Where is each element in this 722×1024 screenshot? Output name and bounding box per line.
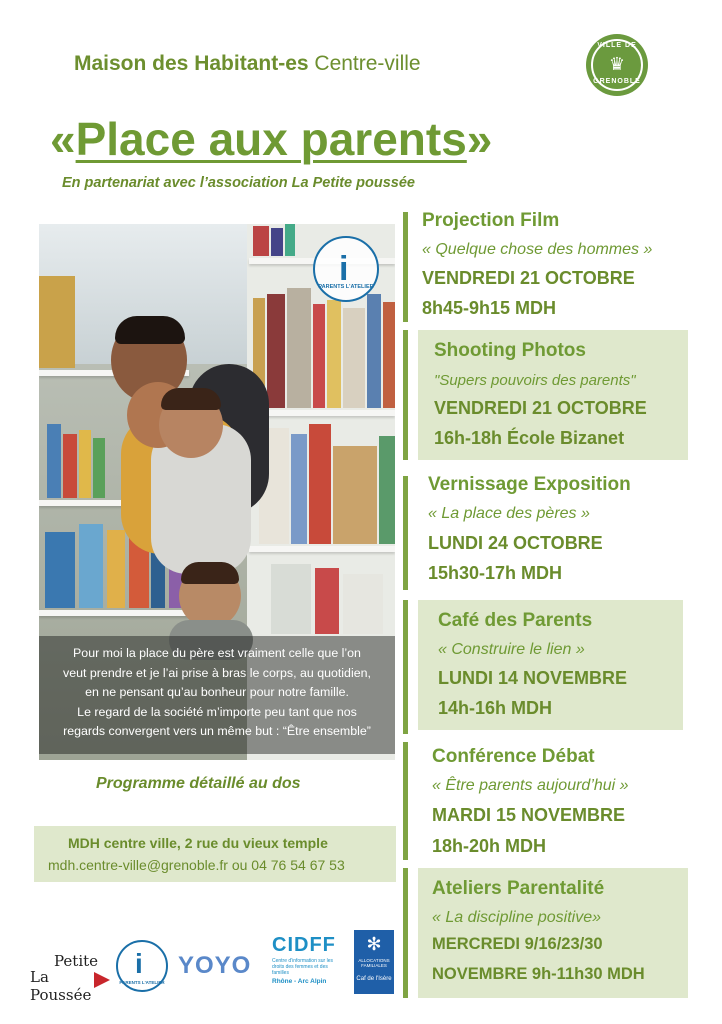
timeline-bar xyxy=(403,868,408,998)
event-subtitle: « La place des pères » xyxy=(428,505,590,522)
event-subtitle: "Supers pouvoirs des parents" xyxy=(434,372,636,389)
address-street: MDH centre ville, 2 rue du vieux temple xyxy=(68,835,328,851)
event-time: 16h-18h École Bizanet xyxy=(434,428,625,448)
caf-star-icon: ✻ xyxy=(366,934,382,954)
title-open-quote: « xyxy=(50,113,76,165)
caf-logo xyxy=(354,930,394,994)
quote-line: regards convergent vers un même but : “Être ensemble” xyxy=(63,724,371,738)
event-date: VENDREDI 21 OCTOBRE xyxy=(434,398,647,418)
logo-grenoble-top-text: VILLE DE xyxy=(597,42,637,49)
yoyo-logo: YOYO xyxy=(178,952,252,979)
event-time: 18h-20h MDH xyxy=(432,836,547,856)
la-petite-poussee-logo xyxy=(28,952,112,1004)
event-title: Vernissage Exposition xyxy=(428,474,631,495)
timeline-bar xyxy=(403,330,408,460)
ville-de-grenoble-logo xyxy=(586,34,648,96)
event-date: MARDI 15 NOVEMBRE xyxy=(432,805,626,825)
address-contact: mdh.centre-ville@grenoble.fr ou 04 76 54 67 53 xyxy=(48,857,345,873)
cidff-name: CIDFF xyxy=(272,934,336,956)
event-date: LUNDI 24 OCTOBRE xyxy=(428,533,603,553)
logo-grenoble-bottom-text: GRENOBLE xyxy=(593,78,641,85)
event-date: MERCREDI 9/16/23/30 xyxy=(432,935,603,953)
event-title: Ateliers Parentalité xyxy=(432,878,605,899)
parents-footer-logo-text: PARENTS L'ATELIER xyxy=(119,980,165,985)
event-title: Café des Parents xyxy=(438,610,593,631)
event-time: 14h-16h MDH xyxy=(438,698,553,718)
parents-atelier-logo: i PARENTS L'ATELIER xyxy=(313,236,379,302)
event-projection-film xyxy=(412,206,702,322)
lpp-logo-line1: Petite xyxy=(54,952,99,970)
organization-name-regular: Centre-ville xyxy=(308,52,421,75)
quote-line: Le regard de la société m’importe peu tant que nos xyxy=(77,704,357,719)
quote-line: veut prendre et je l’ai prise à bras le corps, au quotidien, xyxy=(63,665,371,680)
event-vernissage xyxy=(412,470,702,590)
caf-line2: Caf de l'Isère xyxy=(356,976,392,982)
event-cafe-des-parents xyxy=(418,600,683,730)
event-time: 15h30-17h MDH xyxy=(428,563,563,583)
partner-logos xyxy=(28,930,398,1004)
parents-atelier-footer-logo: i PARENTS L'ATELIER xyxy=(116,940,168,992)
crown-icon: ♛ xyxy=(608,54,626,74)
event-time: NOVEMBRE 9h-11h30 MDH xyxy=(432,965,645,983)
arrow-icon xyxy=(94,972,110,988)
parents-logo-text: PARENTS L'ATELIER xyxy=(318,284,374,290)
organization-name-bold: Maison des Habitant-es xyxy=(74,52,309,75)
event-date: LUNDI 14 NOVEMBRE xyxy=(438,668,628,688)
timeline-bar xyxy=(403,742,408,860)
event-shooting-photos xyxy=(418,330,688,460)
organization-name xyxy=(74,52,421,76)
event-time: 8h45-9h15 MDH xyxy=(422,298,557,318)
cidff-subtitle: Centre d'information sur les droits des femmes et des familles xyxy=(272,958,333,976)
testimonial-quote xyxy=(39,644,395,742)
timeline-bar xyxy=(403,600,408,734)
cidff-region: Rhône - Arc Alpin xyxy=(272,978,327,985)
event-subtitle: « Construire le lien » xyxy=(438,641,585,658)
timeline-bar xyxy=(403,476,408,590)
lpp-logo-line2: La Poussée xyxy=(30,968,92,1004)
event-conference-debat xyxy=(412,742,702,862)
event-title: Conférence Débat xyxy=(432,746,595,767)
cidff-logo xyxy=(272,934,344,996)
caf-line1: ALLOCATIONS FAMILIALES xyxy=(358,958,390,968)
title-close-quote: » xyxy=(466,113,493,165)
timeline-bar xyxy=(403,212,408,322)
event-subtitle: « Quelque chose des hommes » xyxy=(422,241,653,258)
event-subtitle: « La discipline positive» xyxy=(432,909,601,926)
programme-note: Programme détaillé au dos xyxy=(96,775,301,792)
event-subtitle: « Être parents aujourd’hui » xyxy=(432,777,629,794)
page-title xyxy=(50,112,492,166)
quote-line: Pour moi la place du père est vraiment celle que l’on xyxy=(73,646,361,660)
event-ateliers-parentalite xyxy=(418,868,688,998)
event-title: Shooting Photos xyxy=(434,340,586,361)
quote-line: en ne pensant qu’au bonheur pour notre famille. xyxy=(85,685,349,699)
title-text: Place aux parents xyxy=(75,113,467,165)
partnership-subtitle: En partenariat avec l’association La Petite poussée xyxy=(62,175,415,191)
event-date: VENDREDI 21 OCTOBRE xyxy=(422,268,635,288)
event-title: Projection Film xyxy=(422,210,560,231)
